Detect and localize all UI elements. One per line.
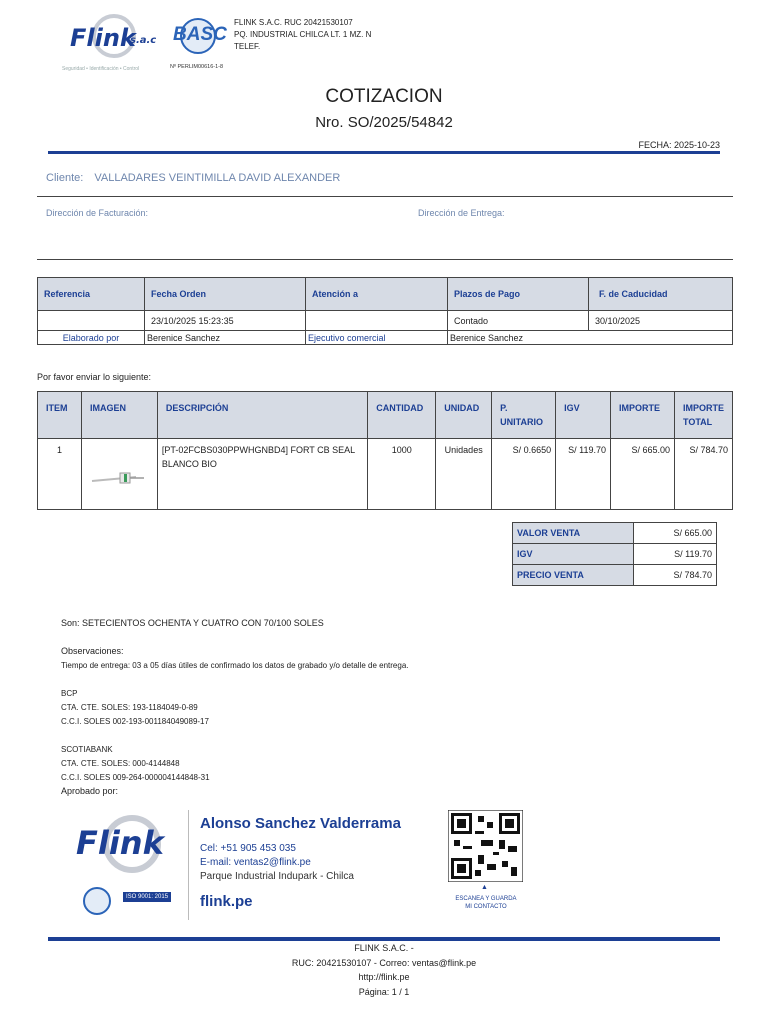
- item-unit-price: S/ 0.6650: [492, 439, 556, 510]
- footer-line: FLINK S.A.C. -: [354, 943, 414, 953]
- company-info: [234, 17, 371, 53]
- product-image: [81, 439, 157, 510]
- address-box: [37, 196, 733, 260]
- cell: [306, 311, 448, 331]
- basc-globe-icon: [80, 886, 114, 916]
- col-header: Fecha Orden: [145, 278, 306, 311]
- totals-row: [513, 544, 717, 565]
- intro-text: Por favor enviar lo siguiente:: [37, 372, 152, 382]
- signature-logo: [70, 812, 180, 922]
- logo-suffix: s.a.c: [130, 35, 157, 46]
- qr-arrow-icon: ▲: [481, 884, 488, 891]
- table-header-row: [38, 278, 733, 311]
- qr-caption-line: ESCANEA Y GUARDA: [455, 896, 517, 902]
- iso-badge: ISO 9001: 2015: [123, 892, 171, 902]
- observations-label: Observaciones:: [61, 646, 124, 656]
- item-igv: S/ 119.70: [556, 439, 611, 510]
- qr-code-icon: [448, 810, 523, 882]
- document-title: COTIZACION: [325, 86, 443, 107]
- totals-label: PRECIO VENTA: [513, 565, 634, 586]
- ejecutivo-value: Berenice Sanchez: [448, 331, 733, 345]
- signature-cel: Cel: +51 905 453 035: [200, 843, 296, 854]
- ejecutivo-label: Ejecutivo comercial: [306, 331, 448, 345]
- col-header: Atención a: [306, 278, 448, 311]
- totals-row: [513, 565, 717, 586]
- signature-name: Alonso Sanchez Valderrama: [200, 815, 401, 832]
- elaborado-value: Berenice Sanchez: [145, 331, 306, 345]
- cell: Contado: [448, 311, 589, 331]
- col-header: DESCRIPCIÓN: [157, 392, 367, 439]
- amount-in-words: Son: SETECIENTOS OCHENTA Y CUATRO CON 70/100 SOLES: [61, 618, 324, 628]
- signature-web-logo: flink.pe: [200, 893, 253, 910]
- bank-bcp: [61, 687, 209, 729]
- totals-label: VALOR VENTA: [513, 523, 634, 544]
- col-header: UNIDAD: [436, 392, 492, 439]
- qr-caption-line: MI CONTACTO: [465, 904, 507, 910]
- order-info-table: [37, 277, 733, 345]
- col-header: Referencia: [38, 278, 145, 311]
- totals-value: S/ 784.70: [634, 565, 717, 586]
- company-line: FLINK S.A.C. RUC 20421530107: [234, 18, 353, 27]
- totals-table: [512, 522, 717, 586]
- elaborado-label: Elaborado por: [38, 331, 145, 345]
- footer: [0, 941, 768, 999]
- signature-separator: [188, 810, 189, 920]
- bank-scotiabank: [61, 743, 210, 785]
- footer-line: RUC: 20421530107 - Correo: ventas@flink.pe: [291, 957, 477, 968]
- signature-email: E-mail: ventas2@flink.pe: [200, 857, 311, 868]
- totals-value: S/ 665.00: [634, 523, 717, 544]
- table-row: [38, 331, 733, 345]
- col-header: IMPORTE TOTAL: [674, 392, 732, 439]
- cell: 23/10/2025 15:23:35: [145, 311, 306, 331]
- basc-text: BASC: [173, 24, 227, 45]
- col-header: IGV: [556, 392, 611, 439]
- cell: 30/10/2025: [589, 311, 733, 331]
- table-row: [38, 311, 733, 331]
- footer-line: Página: 1 / 1: [358, 986, 410, 997]
- item-unit: Unidades: [436, 439, 492, 510]
- bank-line: CTA. CTE. SOLES: 000-4144848: [61, 759, 180, 768]
- logo-tagline: Seguridad • Identificación • Control: [62, 66, 140, 72]
- shipping-address-label: Dirección de Entrega:: [418, 208, 505, 218]
- bank-line: SCOTIABANK: [61, 745, 113, 754]
- product-seal-icon: [86, 455, 150, 495]
- bank-line: C.C.I. SOLES 002-193-001184049089-17: [61, 717, 209, 726]
- item-importe: S/ 665.00: [611, 439, 675, 510]
- item-number: 1: [38, 439, 82, 510]
- company-logo: [62, 14, 162, 74]
- signature-address: Parque Industrial Indupark - Chilca: [200, 871, 354, 882]
- logo-text: Flink: [70, 24, 136, 52]
- observations-text: Tiempo de entrega: 03 a 05 días útiles de confirmado los datos de grabado y/o detalle de entrega.: [61, 661, 409, 670]
- table-header-row: [38, 392, 733, 439]
- table-row: [38, 439, 733, 510]
- document-number: Nro. SO/2025/54842: [315, 114, 453, 131]
- contact-qr-code[interactable]: [448, 810, 523, 882]
- col-header: Plazos de Pago: [448, 278, 589, 311]
- billing-address-label: Dirección de Facturación:: [46, 208, 149, 218]
- basc-cert-number: Nº PERLIM00616-1-8: [170, 64, 224, 70]
- client-label: Cliente:: [46, 172, 84, 184]
- totals-label: IGV: [513, 544, 634, 565]
- item-quantity: 1000: [368, 439, 436, 510]
- item-total: S/ 784.70: [674, 439, 732, 510]
- signature-logo-text: Flink: [76, 824, 164, 862]
- header-divider: [48, 151, 720, 154]
- item-description: [PT-02FCBS030PPWHGNBD4] FORT CB SEAL BLANCO BIO: [157, 439, 367, 510]
- document-date: FECHA: 2025-10-23: [638, 140, 720, 150]
- col-header: IMAGEN: [81, 392, 157, 439]
- cell: [38, 311, 145, 331]
- col-header: ITEM: [38, 392, 82, 439]
- qr-caption: [445, 895, 527, 911]
- client-name: VALLADARES VEINTIMILLA DAVID ALEXANDER: [94, 172, 341, 184]
- bank-line: C.C.I. SOLES 009-264-000004144848-31: [61, 773, 210, 782]
- approved-label: Aprobado por:: [61, 786, 119, 796]
- basc-logo: [168, 16, 230, 74]
- items-table: [37, 391, 733, 510]
- totals-row: [513, 523, 717, 544]
- col-header: P. UNITARIO: [492, 392, 556, 439]
- totals-value: S/ 119.70: [634, 544, 717, 565]
- bank-line: BCP: [61, 689, 78, 698]
- bank-line: CTA. CTE. SOLES: 193-1184049-0-89: [61, 703, 198, 712]
- company-line: TELEF.: [234, 42, 261, 51]
- col-header: F. de Caducidad: [589, 278, 733, 311]
- col-header: IMPORTE: [611, 392, 675, 439]
- col-header: CANTIDAD: [368, 392, 436, 439]
- client-line: [46, 172, 340, 184]
- footer-line: http://flink.pe: [358, 972, 410, 982]
- company-line: PQ. INDUSTRIAL CHILCA LT. 1 MZ. N: [234, 30, 372, 39]
